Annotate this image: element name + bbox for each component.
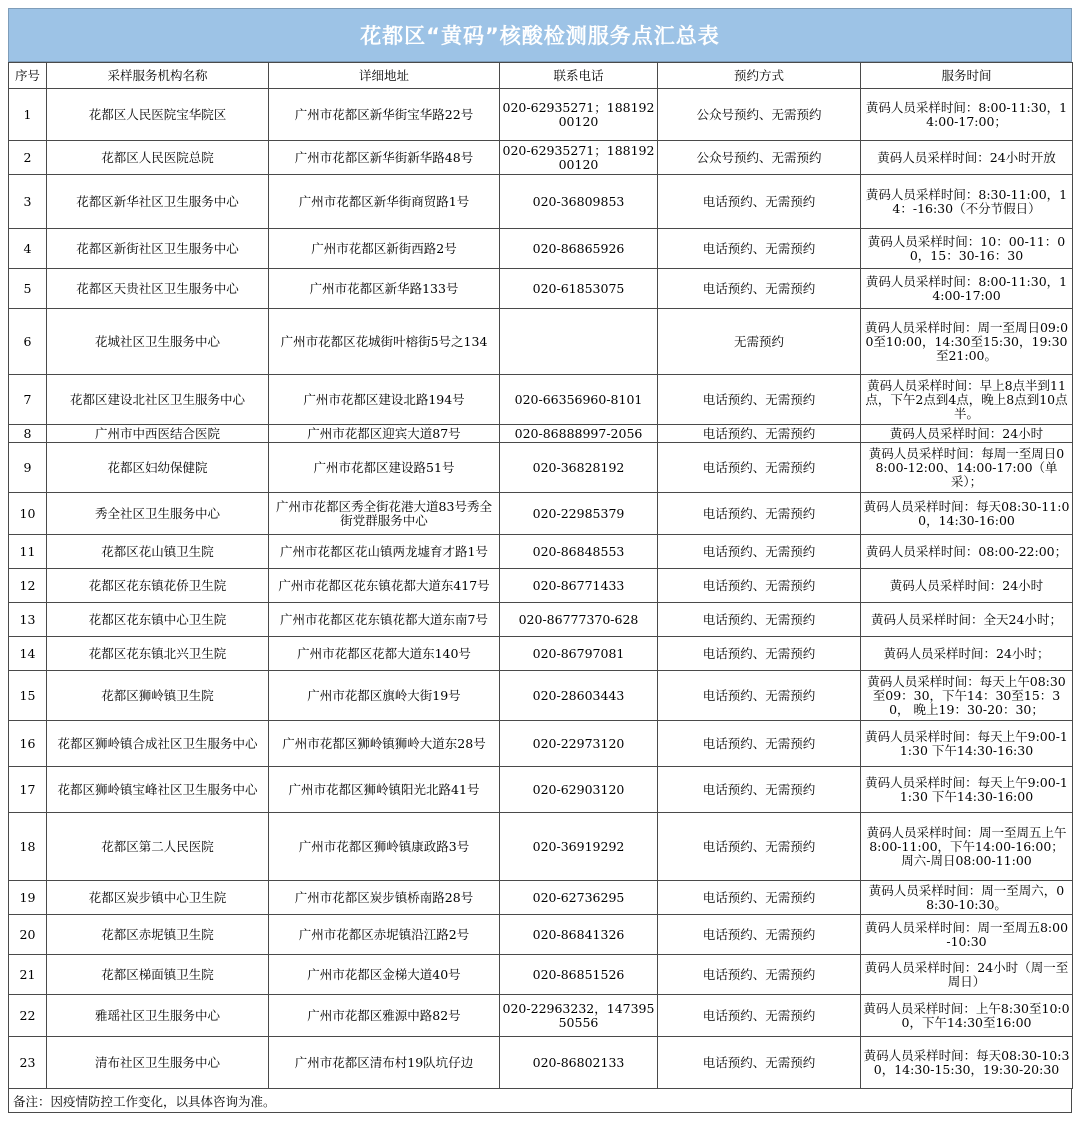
cell-index: 22: [9, 995, 47, 1037]
cell-org: 花都区妇幼保健院: [47, 443, 269, 493]
cell-address: 广州市花都区新街西路2号: [269, 229, 500, 269]
cell-booking: 电话预约、无需预约: [658, 671, 861, 721]
cell-address: 广州市花都区炭步镇桥南路28号: [269, 881, 500, 915]
cell-org: 花都区建设北社区卫生服务中心: [47, 375, 269, 425]
cell-index: 23: [9, 1037, 47, 1089]
table-row: [9, 767, 1073, 813]
cell-hours: 黄码人员采样时间：8:00-11:30，14:00-17:00；: [861, 89, 1073, 141]
cell-org: 花都区花东镇北兴卫生院: [47, 637, 269, 671]
header-phone: 联系电话: [500, 63, 658, 89]
cell-index: 12: [9, 569, 47, 603]
cell-index: 17: [9, 767, 47, 813]
cell-phone: 020-22985379: [500, 493, 658, 535]
cell-phone: 020-86888997-2056: [500, 425, 658, 443]
cell-hours: 黄码人员采样时间：24小时: [861, 569, 1073, 603]
cell-address: 广州市花都区花东镇花都大道东南7号: [269, 603, 500, 637]
cell-booking: 电话预约、无需预约: [658, 995, 861, 1037]
cell-hours: 黄码人员采样时间：周一至周五上午8:00-11:00，下午14:00-16:00；周六-周日08:00-11:00: [861, 813, 1073, 881]
cell-hours: 黄码人员采样时间：每天08:30-10:30，14:30-15:30，19:30-20:30: [861, 1037, 1073, 1089]
header-address: 详细地址: [269, 63, 500, 89]
table-row: [9, 375, 1073, 425]
cell-phone: 020-86777370-628: [500, 603, 658, 637]
cell-org: 花城社区卫生服务中心: [47, 309, 269, 375]
cell-address: 广州市花都区花都大道东140号: [269, 637, 500, 671]
cell-org: 花都区人民医院宝华院区: [47, 89, 269, 141]
sheet: [8, 8, 1072, 1113]
cell-address: 广州市花都区狮岭镇狮岭大道东28号: [269, 721, 500, 767]
header-row: [9, 63, 1073, 89]
cell-index: 9: [9, 443, 47, 493]
cell-phone: 020-86802133: [500, 1037, 658, 1089]
cell-phone: 020-28603443: [500, 671, 658, 721]
cell-org: 花都区新华社区卫生服务中心: [47, 175, 269, 229]
table-row: [9, 995, 1073, 1037]
cell-phone: 020-86851526: [500, 955, 658, 995]
table-row: [9, 309, 1073, 375]
cell-address: 广州市花都区旗岭大街19号: [269, 671, 500, 721]
cell-index: 5: [9, 269, 47, 309]
cell-org: 花都区天贵社区卫生服务中心: [47, 269, 269, 309]
header-org: 采样服务机构名称: [47, 63, 269, 89]
cell-index: 10: [9, 493, 47, 535]
cell-index: 16: [9, 721, 47, 767]
cell-index: 8: [9, 425, 47, 443]
cell-index: 2: [9, 141, 47, 175]
cell-phone: 020-36919292: [500, 813, 658, 881]
cell-phone: 020-86797081: [500, 637, 658, 671]
cell-org: 雅瑶社区卫生服务中心: [47, 995, 269, 1037]
cell-org: 秀全社区卫生服务中心: [47, 493, 269, 535]
cell-booking: 电话预约、无需预约: [658, 767, 861, 813]
cell-org: 花都区梯面镇卫生院: [47, 955, 269, 995]
cell-phone: 020-62935271；18819200120: [500, 89, 658, 141]
cell-phone: 020-22973120: [500, 721, 658, 767]
cell-index: 21: [9, 955, 47, 995]
cell-index: 3: [9, 175, 47, 229]
cell-booking: 电话预约、无需预约: [658, 175, 861, 229]
cell-phone: [500, 309, 658, 375]
cell-hours: 黄码人员采样时间：周一至周六，08:30-10:30。: [861, 881, 1073, 915]
cell-org: 花都区花山镇卫生院: [47, 535, 269, 569]
cell-phone: 020-86848553: [500, 535, 658, 569]
cell-booking: 电话预约、无需预约: [658, 269, 861, 309]
cell-hours: 黄码人员采样时间：每周一至周日08:00-12:00、14:00-17:00（单采）；: [861, 443, 1073, 493]
table-row: [9, 637, 1073, 671]
cell-address: 广州市花都区花东镇花都大道东417号: [269, 569, 500, 603]
cell-org: 花都区炭步镇中心卫生院: [47, 881, 269, 915]
table-row: [9, 535, 1073, 569]
cell-hours: 黄码人员采样时间：上午8:30至10:00，下午14:30至16:00: [861, 995, 1073, 1037]
cell-hours: 黄码人员采样时间：24小时开放: [861, 141, 1073, 175]
table-row: [9, 269, 1073, 309]
cell-address: 广州市花都区新华街新华路48号: [269, 141, 500, 175]
cell-address: 广州市花都区新华路133号: [269, 269, 500, 309]
cell-index: 20: [9, 915, 47, 955]
table-row: [9, 443, 1073, 493]
table-row: [9, 603, 1073, 637]
cell-hours: 黄码人员采样时间：每天08:30-11:00，14:30-16:00: [861, 493, 1073, 535]
cell-booking: 电话预约、无需预约: [658, 375, 861, 425]
cell-address: 广州市花都区新华街宝华路22号: [269, 89, 500, 141]
cell-hours: 黄码人员采样时间：8:00-11:30，14:00-17:00: [861, 269, 1073, 309]
cell-address: 广州市花都区雅源中路82号: [269, 995, 500, 1037]
cell-org: 花都区狮岭镇合成社区卫生服务中心: [47, 721, 269, 767]
cell-booking: 电话预约、无需预约: [658, 915, 861, 955]
cell-booking: 电话预约、无需预约: [658, 1037, 861, 1089]
cell-phone: 020-36809853: [500, 175, 658, 229]
cell-address: 广州市花都区花城街叶榕街5号之134: [269, 309, 500, 375]
cell-index: 19: [9, 881, 47, 915]
cell-phone: 020-62935271；18819200120: [500, 141, 658, 175]
table-row: [9, 569, 1073, 603]
cell-index: 1: [9, 89, 47, 141]
cell-hours: 黄码人员采样时间：24小时；: [861, 637, 1073, 671]
cell-phone: 020-86841326: [500, 915, 658, 955]
cell-org: 花都区花东镇花侨卫生院: [47, 569, 269, 603]
cell-hours: 黄码人员采样时间：周一至周日09:00至10:00，14:30至15:30，19:30至21:00。: [861, 309, 1073, 375]
header-index: 序号: [9, 63, 47, 89]
header-hours: 服务时间: [861, 63, 1073, 89]
sheet-title: 花都区“黄码”核酸检测服务点汇总表: [8, 8, 1072, 62]
cell-address: 广州市花都区金梯大道40号: [269, 955, 500, 995]
cell-phone: 020-86771433: [500, 569, 658, 603]
cell-phone: 020-36828192: [500, 443, 658, 493]
cell-booking: 电话预约、无需预约: [658, 569, 861, 603]
cell-phone: 020-61853075: [500, 269, 658, 309]
cell-index: 4: [9, 229, 47, 269]
cell-phone: 020-22963232，14739550556: [500, 995, 658, 1037]
cell-booking: 电话预约、无需预约: [658, 955, 861, 995]
table-row: [9, 1037, 1073, 1089]
cell-index: 15: [9, 671, 47, 721]
cell-org: 花都区赤坭镇卫生院: [47, 915, 269, 955]
cell-booking: 电话预约、无需预约: [658, 535, 861, 569]
cell-hours: 黄码人员采样时间：早上8点半到11点，下午2点到4点，晚上8点到10点半。: [861, 375, 1073, 425]
cell-booking: 电话预约、无需预约: [658, 493, 861, 535]
cell-address: 广州市花都区狮岭镇阳光北路41号: [269, 767, 500, 813]
table-row: [9, 881, 1073, 915]
cell-phone: 020-86865926: [500, 229, 658, 269]
cell-booking: 无需预约: [658, 309, 861, 375]
table-body: [9, 89, 1073, 1089]
cell-index: 13: [9, 603, 47, 637]
cell-hours: 黄码人员采样时间：全天24小时；: [861, 603, 1073, 637]
table-row: [9, 721, 1073, 767]
cell-booking: 公众号预约、无需预约: [658, 141, 861, 175]
cell-address: 广州市花都区狮岭镇康政路3号: [269, 813, 500, 881]
table-row: [9, 89, 1073, 141]
cell-org: 广州市中西医结合医院: [47, 425, 269, 443]
table-row: [9, 915, 1073, 955]
cell-booking: 电话预约、无需预约: [658, 637, 861, 671]
cell-phone: 020-62903120: [500, 767, 658, 813]
cell-org: 花都区狮岭镇卫生院: [47, 671, 269, 721]
cell-hours: 黄码人员采样时间：08:00-22:00；: [861, 535, 1073, 569]
sites-table: [8, 62, 1073, 1089]
cell-address: 广州市花都区建设北路194号: [269, 375, 500, 425]
cell-hours: 黄码人员采样时间：每天上午9:00-11:30 下午14:30-16:00: [861, 767, 1073, 813]
cell-booking: 公众号预约、无需预约: [658, 89, 861, 141]
cell-org: 花都区新街社区卫生服务中心: [47, 229, 269, 269]
cell-phone: 020-62736295: [500, 881, 658, 915]
cell-address: 广州市花都区建设路51号: [269, 443, 500, 493]
table-row: [9, 229, 1073, 269]
cell-index: 7: [9, 375, 47, 425]
table-row: [9, 493, 1073, 535]
table-row: [9, 813, 1073, 881]
cell-hours: 黄码人员采样时间：周一至周五8:00-10:30: [861, 915, 1073, 955]
cell-booking: 电话预约、无需预约: [658, 813, 861, 881]
cell-phone: 020-66356960-8101: [500, 375, 658, 425]
cell-org: 花都区第二人民医院: [47, 813, 269, 881]
table-row: [9, 671, 1073, 721]
cell-address: 广州市花都区迎宾大道87号: [269, 425, 500, 443]
cell-index: 18: [9, 813, 47, 881]
table-row: [9, 141, 1073, 175]
cell-index: 14: [9, 637, 47, 671]
cell-index: 6: [9, 309, 47, 375]
footnote: 备注：因疫情防控工作变化，以具体咨询为准。: [8, 1089, 1072, 1113]
cell-hours: 黄码人员采样时间：24小时（周一至周日）: [861, 955, 1073, 995]
cell-hours: 黄码人员采样时间：24小时: [861, 425, 1073, 443]
cell-booking: 电话预约、无需预约: [658, 721, 861, 767]
cell-org: 清布社区卫生服务中心: [47, 1037, 269, 1089]
cell-address: 广州市花都区秀全街花港大道83号秀全街党群服务中心: [269, 493, 500, 535]
cell-hours: 黄码人员采样时间：每天上午08:30至09：30，下午14：30至15：30， 晚上19：30-20：30；: [861, 671, 1073, 721]
table-row: [9, 175, 1073, 229]
cell-org: 花都区人民医院总院: [47, 141, 269, 175]
cell-hours: 黄码人员采样时间：10：00-11：00，15：30-16：30: [861, 229, 1073, 269]
cell-org: 花都区狮岭镇宝峰社区卫生服务中心: [47, 767, 269, 813]
cell-booking: 电话预约、无需预约: [658, 443, 861, 493]
cell-address: 广州市花都区清布村19队坑仔边: [269, 1037, 500, 1089]
table-row: [9, 425, 1073, 443]
header-booking: 预约方式: [658, 63, 861, 89]
cell-org: 花都区花东镇中心卫生院: [47, 603, 269, 637]
table-row: [9, 955, 1073, 995]
cell-hours: 黄码人员采样时间：每天上午9:00-11:30 下午14:30-16:30: [861, 721, 1073, 767]
cell-address: 广州市花都区新华街商贸路1号: [269, 175, 500, 229]
cell-booking: 电话预约、无需预约: [658, 425, 861, 443]
cell-booking: 电话预约、无需预约: [658, 603, 861, 637]
cell-index: 11: [9, 535, 47, 569]
cell-booking: 电话预约、无需预约: [658, 881, 861, 915]
cell-booking: 电话预约、无需预约: [658, 229, 861, 269]
cell-address: 广州市花都区花山镇两龙墟育才路1号: [269, 535, 500, 569]
cell-address: 广州市花都区赤坭镇沿江路2号: [269, 915, 500, 955]
cell-hours: 黄码人员采样时间：8:30-11:00，14：-16:30（不分节假日）: [861, 175, 1073, 229]
